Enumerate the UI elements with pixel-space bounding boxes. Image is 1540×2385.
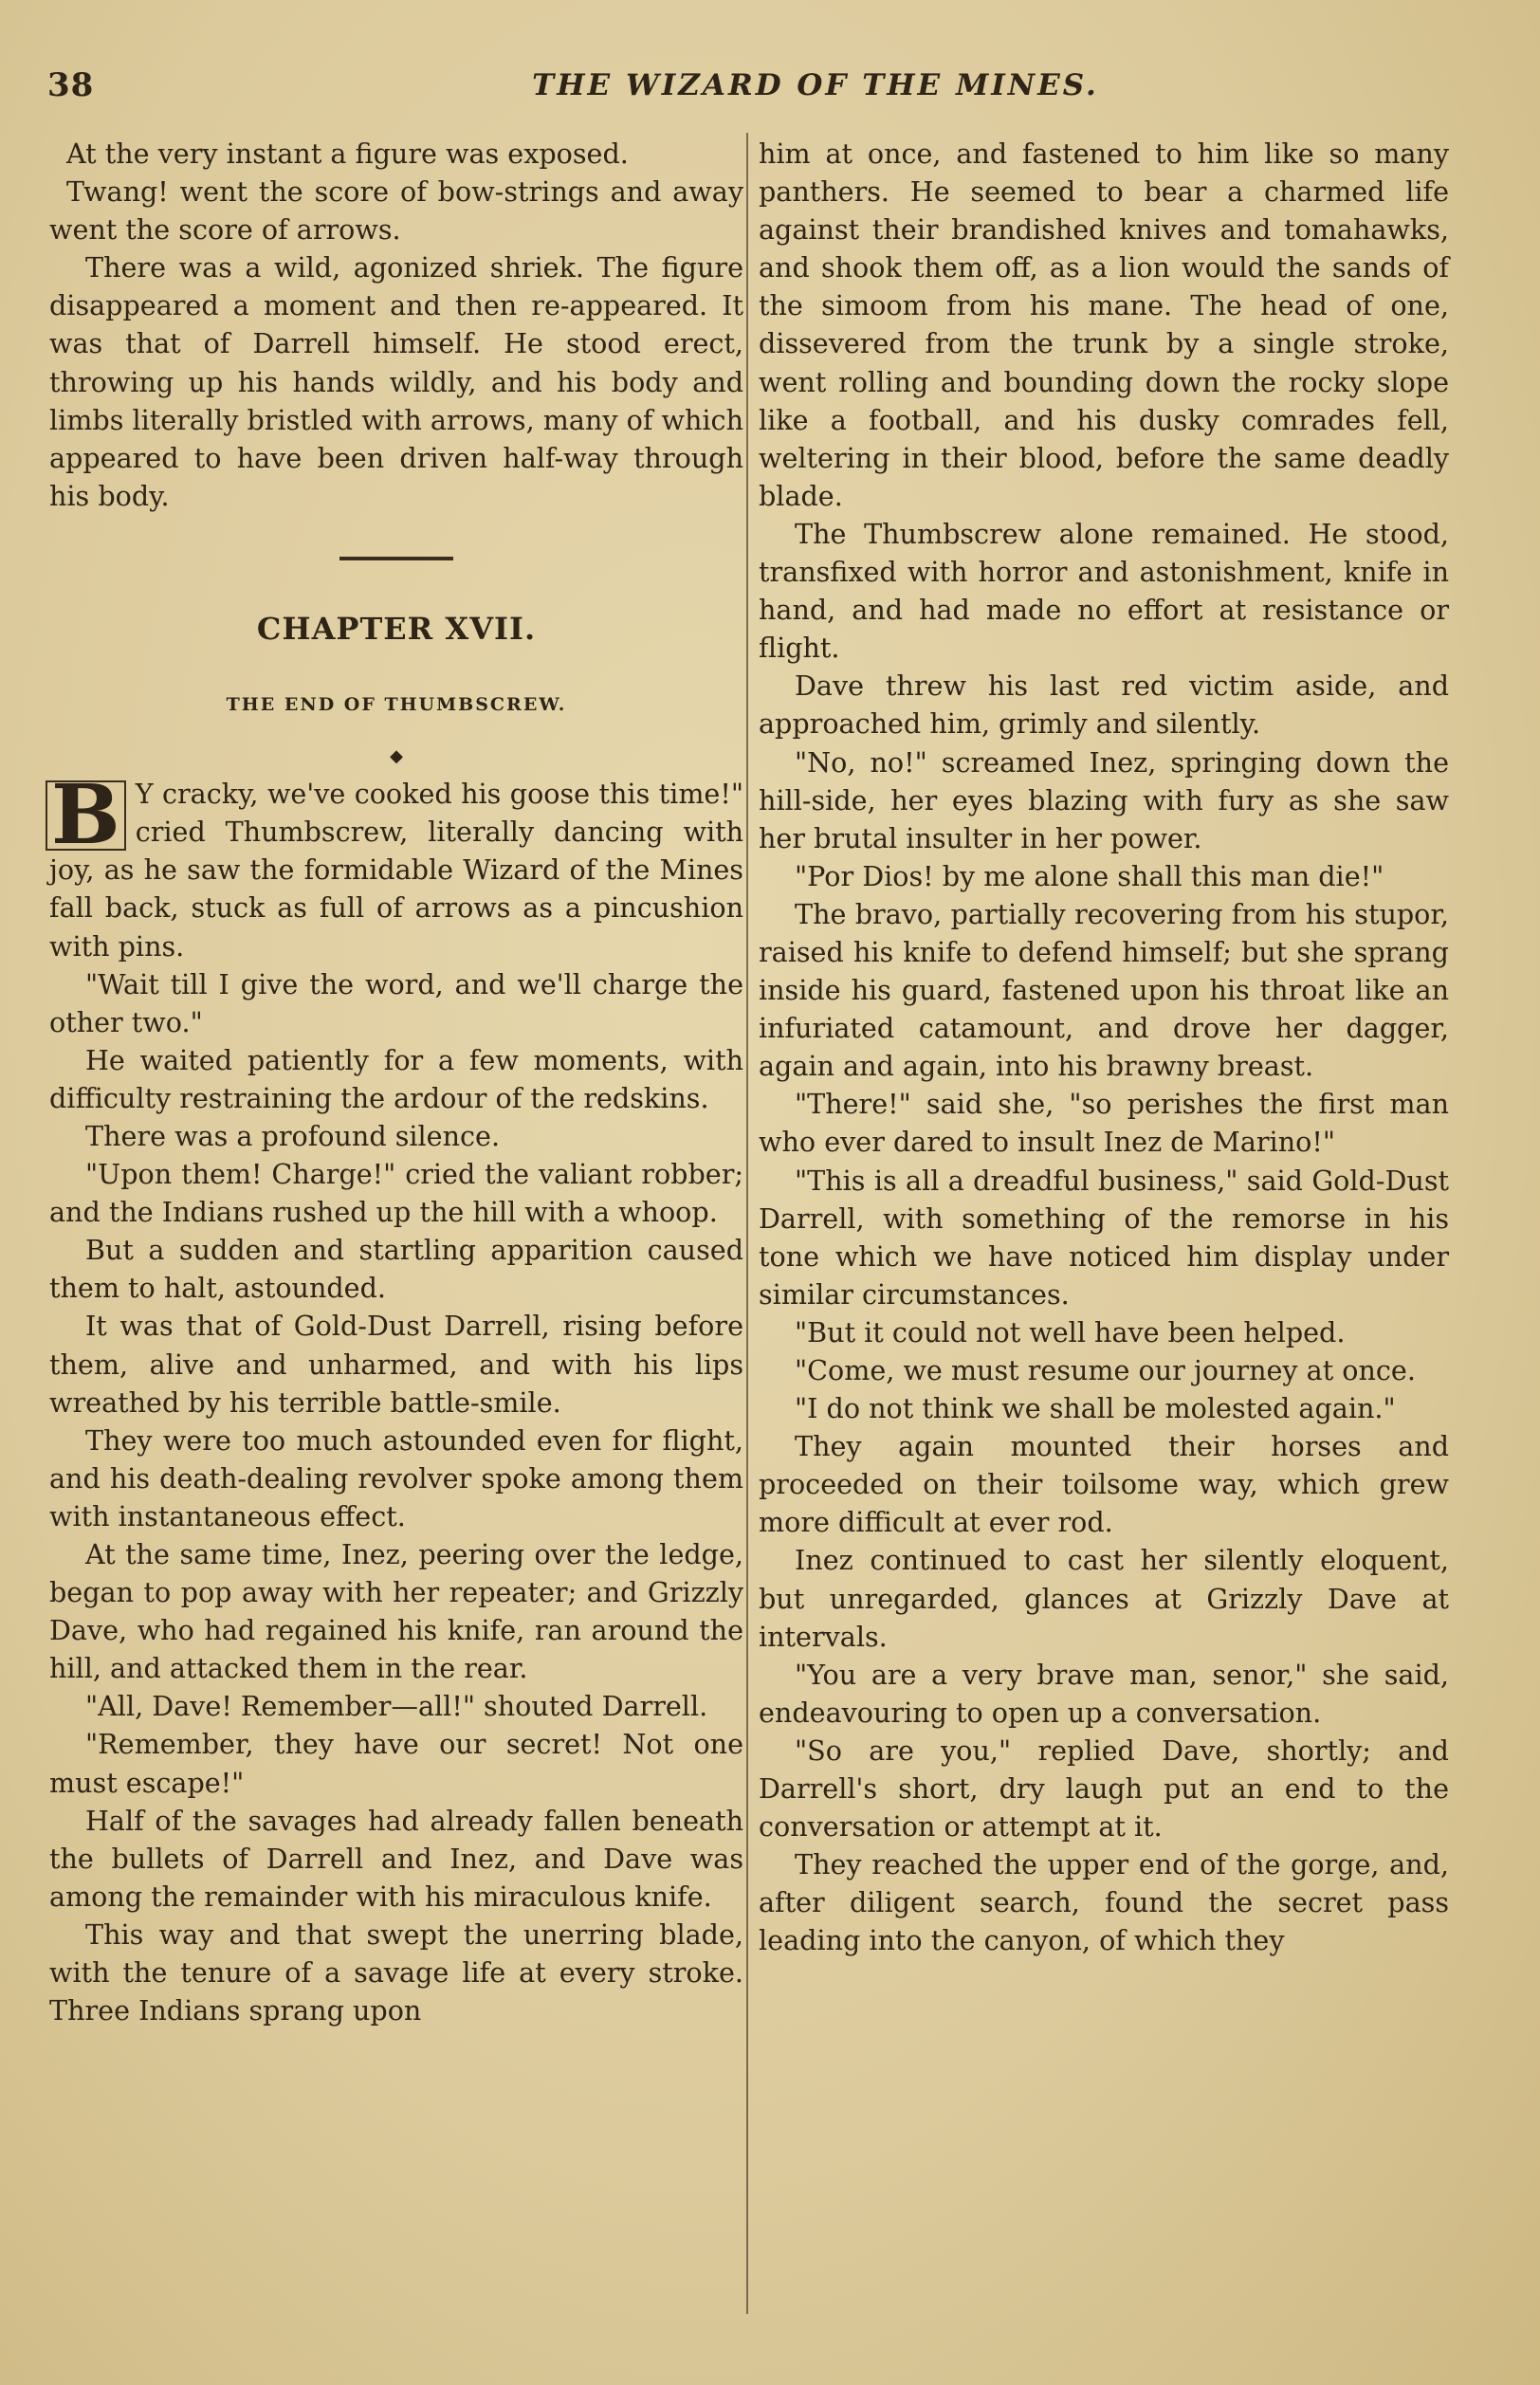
paragraph: They were too much astounded even for flight, and his death-dealing revolver spoke among them with instantaneous effect. xyxy=(49,1423,743,1532)
paragraph: "Wait till I give the word, and we'll charge the other two." xyxy=(49,967,743,1038)
chapter-subtitle: THE END OF THUMBSCREW. xyxy=(226,694,567,716)
paragraph: "Upon them! Charge!" cried the valiant robber; and the Indians rushed up the hill with a whoop. xyxy=(49,1158,743,1229)
paragraph: "You are a very brave man, senor," she said, endeavouring to open up a conversation. xyxy=(759,1658,1449,1729)
paragraph: They reached the upper end of the gorge, and, after diligent search, found the secret pass leading into the canyon, of which they xyxy=(759,1848,1449,1957)
paragraph: This way and that swept the unerring blade, with the tenure of a savage life at every stroke. Three Indians sprang upon xyxy=(49,1917,743,2027)
paragraph: There was a profound silence. xyxy=(85,1119,501,1152)
paragraph: There was a wild, agonized shriek. The figure disappeared a moment and then re-appeared. It was that of Darrell himself. He stood erect, throwing up his hands wildly, and his body and limbs literally bristled with arrows, many of which appeared to have been driven half-way through his body. xyxy=(49,251,743,512)
paragraph-text: Y cracky, we've cooked his goose this time!" cried Thumbscrew, literally dancing with joy, as he saw the formidable Wizard of the Mines fall back, stuck as full of arrows as a pincushion with pins. xyxy=(49,778,743,963)
running-title: THE WIZARD OF THE MINES. xyxy=(532,68,1099,102)
paragraph: "So are you," replied Dave, shortly; and Darrell's short, dry laugh put an end to the conversation or attempt at it. xyxy=(759,1734,1449,1844)
right-column xyxy=(759,135,1449,1960)
paragraph: At the very instant a figure was exposed. xyxy=(66,138,629,170)
paragraph: "But it could not well have been helped. xyxy=(795,1315,1346,1348)
page-number: 38 xyxy=(47,66,95,104)
paragraph: It was that of Gold-Dust Darrell, rising before them, alive and unharmed, and with his lips wreathed by his terrible battle-smile. xyxy=(49,1310,743,1419)
paragraph: Inez continued to cast her silently eloquent, but unregarded, glances at Grizzly Dave at intervals. xyxy=(759,1544,1449,1653)
paragraph: "This is all a dreadful business," said Gold-Dust Darrell, with something of the remorse in his tone which we have noticed him display under similar circumstances. xyxy=(759,1164,1449,1311)
paragraph: He waited patiently for a few moments, with difficulty restraining the ardour of the redskins. xyxy=(49,1043,743,1114)
paragraph: "Remember, they have our secret! Not one must escape!" xyxy=(49,1728,743,1799)
paragraph: "There!" said she, "so perishes the first man who ever dared to insult Inez de Marino!" xyxy=(759,1088,1449,1159)
paragraph: "I do not think we shall be molested again." xyxy=(795,1392,1396,1425)
paragraph: The bravo, partially recovering from his stupor, raised his knife to defend himself; but she sprang inside his guard, fastened upon his throat like an infuriated catamount, and drove her dagger, again and again, into his brawny breast. xyxy=(759,897,1449,1083)
chapter-title: CHAPTER XVII. xyxy=(256,610,537,647)
paragraph: Dave threw his last red victim aside, and approached him, grimly and silently. xyxy=(759,670,1449,741)
column-rule xyxy=(746,133,748,2314)
paragraph: The Thumbscrew alone remained. He stood, transfixed with horror and astonishment, knife in hand, and had made no effort at resistance or flight. xyxy=(759,517,1449,665)
paragraph: "No, no!" screamed Inez, springing down the hill-side, her eyes blazing with fury as she saw her brutal insulter in her power. xyxy=(759,745,1449,854)
ornament-icon: ◆ xyxy=(390,746,403,767)
paragraph: him at once, and fastened to him like so many panthers. He seemed to bear a charmed life against their brandished knives and tomahawks, and shook them off, as a lion would the sands of the simoom from his mane. The head of one, dissevered from the trunk by a single stroke, went rolling and bounding down the rocky slope like a football, and his dusky comrades fell, weltering in their blood, before the same deadly blade. xyxy=(759,138,1449,512)
paragraph: They again mounted their horses and proceeded on their toilsome way, which grew more difficult at ever rod. xyxy=(759,1430,1449,1539)
left-column xyxy=(49,135,743,2029)
paragraph: Half of the savages had already fallen beneath the bullets of Darrell and Inez, and Dave was among the remainder with his miraculous knife. xyxy=(49,1804,743,1913)
paragraph: "Come, we must resume our journey at once. xyxy=(795,1354,1416,1386)
section-divider xyxy=(339,557,453,560)
paragraph: At the same time, Inez, peering over the ledge, began to pop away with her repeater; and Grizzly Dave, who had regained his knife, ran around the hill, and attacked them in the rear. xyxy=(49,1538,743,1685)
paragraph: But a sudden and startling apparition caused them to halt, astounded. xyxy=(49,1234,743,1305)
drop-cap: B xyxy=(46,780,126,851)
paragraph: Twang! went the score of bow-strings and away went the score of arrows. xyxy=(49,175,743,247)
paragraph: "Por Dios! by me alone shall this man die!" xyxy=(795,859,1384,892)
page-header xyxy=(47,66,1451,114)
paragraph: "All, Dave! Remember—all!" shouted Darrell. xyxy=(85,1690,708,1723)
chapter-opening-paragraph xyxy=(49,767,743,964)
